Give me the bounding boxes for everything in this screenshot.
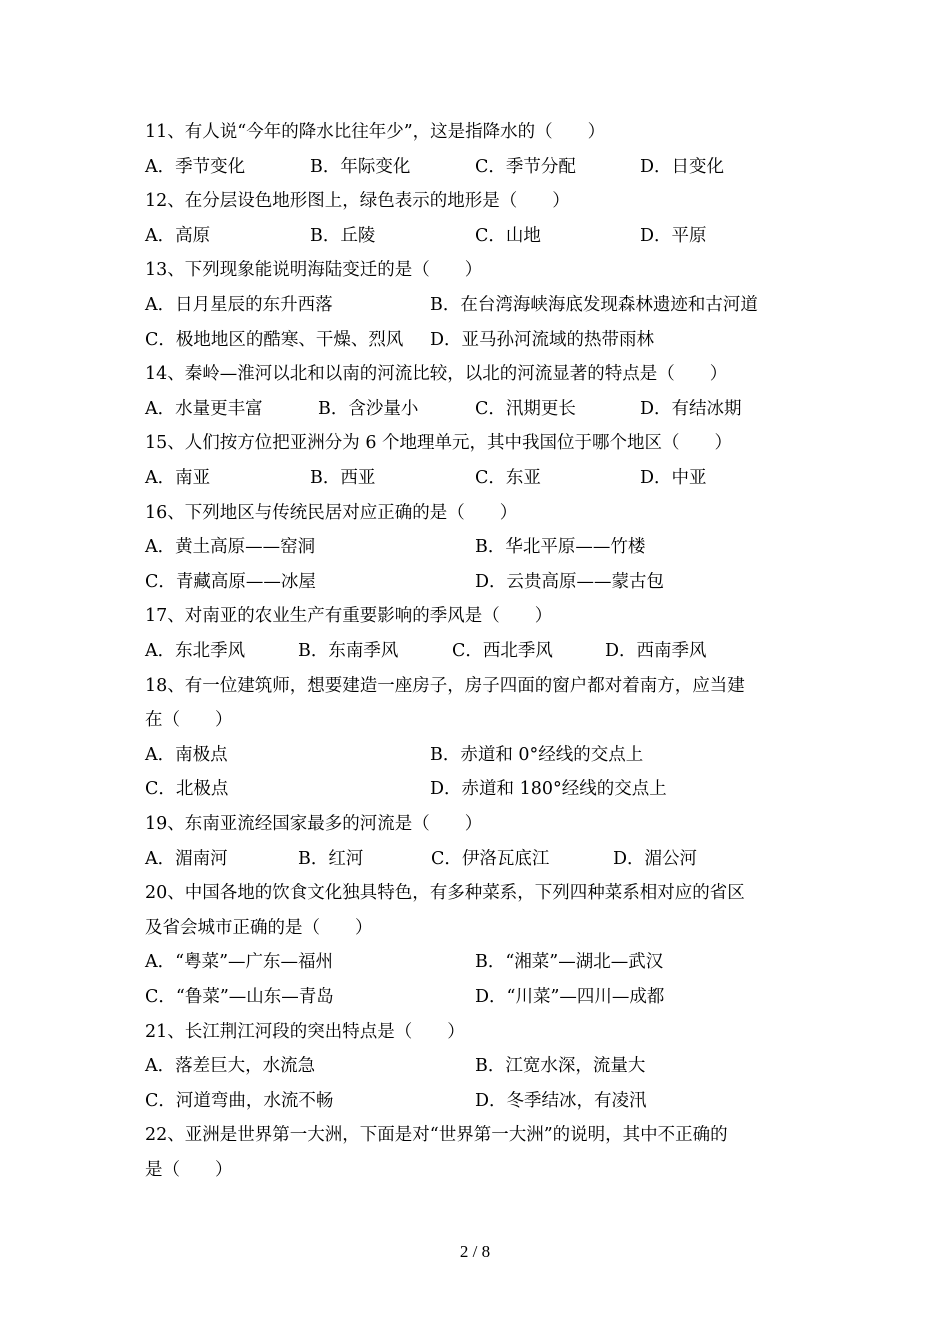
answer-option: B．在台湾海峡海底发现森林遗迹和古河道 <box>430 295 758 315</box>
answer-option: A．“粤菜”—广东—福州 <box>145 952 334 973</box>
question-stem: 11、有人说“今年的降水比往年少”，这是指降水的（ ） <box>145 122 606 142</box>
answer-option: A．湄南河 <box>145 848 228 869</box>
question-stem: 22、亚洲是世界第一大洲，下面是对“世界第一大洲”的说明，其中不正确的 <box>145 1125 728 1146</box>
answer-option: C．极地地区的酷寒、干燥、烈风 <box>145 329 404 350</box>
answer-option: D．平原 <box>640 225 707 246</box>
question-stem: 16、下列地区与传统民居对应正确的是（ ） <box>145 502 518 523</box>
answer-option: B．东南季风 <box>298 641 399 661</box>
answer-option: A．南极点 <box>145 744 228 765</box>
answer-option: C．北极点 <box>145 779 229 800</box>
question-stem: 17、对南亚的农业生产有重要影响的季风是（ ） <box>145 606 553 627</box>
answer-option: C．伊洛瓦底江 <box>431 848 550 869</box>
answer-option: A．黄土高原——窑洞 <box>145 537 316 558</box>
question-stem: 20、中国各地的饮食文化独具特色，有多种菜系，下列四种菜系相对应的省区 <box>145 883 745 904</box>
answer-option: A．落差巨大，水流急 <box>145 1056 316 1077</box>
answer-option: D．亚马孙河流域的热带雨林 <box>430 329 655 350</box>
answer-option: D．西南季风 <box>605 641 707 661</box>
question-stem: 及省会城市正确的是（ ） <box>145 917 373 938</box>
answer-option: A．水量更丰富 <box>145 398 263 419</box>
question-stem: 在（ ） <box>145 710 233 731</box>
answer-option: C．河道弯曲，水流不畅 <box>145 1090 334 1111</box>
answer-option: C．山地 <box>475 225 541 246</box>
page-number: 2 / 8 <box>459 1242 491 1261</box>
question-stem: 12、在分层设色地形图上，绿色表示的地形是（ ） <box>145 191 570 212</box>
answer-option: B．红河 <box>298 848 364 869</box>
question-stem: 15、人们按方位把亚洲分为 6 个地理单元，其中我国位于哪个地区（ ） <box>145 433 733 454</box>
answer-option: C．西北季风 <box>452 641 553 661</box>
answer-option: D．冬季结冰，有凌汛 <box>475 1090 647 1111</box>
answer-option: D．日变化 <box>640 156 725 177</box>
answer-option: B．江宽水深，流量大 <box>475 1056 646 1077</box>
question-stem: 是（ ） <box>145 1160 233 1180</box>
answer-option: A．日月星辰的东升西落 <box>145 295 333 315</box>
answer-option: A．南亚 <box>145 468 211 488</box>
answer-option: D．“川菜”—四川—成都 <box>475 987 665 1007</box>
question-stem: 13、下列现象能说明海陆变迁的是（ ） <box>145 260 483 281</box>
question-stem: 21、长江荆江河段的突出特点是（ ） <box>145 1021 465 1042</box>
answer-option: C．汛期更长 <box>475 398 576 419</box>
answer-option: B．华北平原——竹楼 <box>475 537 646 558</box>
answer-option: D．云贵高原——蒙古包 <box>475 571 665 592</box>
answer-option: C．“鲁菜”—山东—青岛 <box>145 987 334 1007</box>
answer-option: B．“湘菜”—湖北—武汉 <box>475 952 664 973</box>
answer-option: B．年际变化 <box>310 156 411 177</box>
answer-option: D．中亚 <box>640 468 707 488</box>
question-stem: 18、有一位建筑师，想要建造一座房子，房子四面的窗户都对着南方，应当建 <box>145 675 745 696</box>
question-stem: 14、秦岭—淮河以北和以南的河流比较，以北的河流显著的特点是（ ） <box>145 364 728 385</box>
question-stem: 19、东南亚流经国家最多的河流是（ ） <box>145 814 483 834</box>
answer-option: A．东北季风 <box>145 641 246 661</box>
answer-option: A．高原 <box>145 225 211 246</box>
answer-option: A．季节变化 <box>145 156 246 177</box>
answer-option: D．湄公河 <box>613 848 698 869</box>
answer-option: B．西亚 <box>310 468 376 488</box>
answer-option: B．丘陵 <box>310 225 376 246</box>
answer-option: C．季节分配 <box>475 156 576 177</box>
answer-option: C．东亚 <box>475 468 541 488</box>
answer-option: B．赤道和 0°经线的交点上 <box>430 744 644 765</box>
answer-option: B．含沙量小 <box>318 398 419 419</box>
answer-option: D．有结冰期 <box>640 398 742 419</box>
answer-option: C．青藏高原——冰屋 <box>145 571 316 592</box>
answer-option: D．赤道和 180°经线的交点上 <box>430 779 667 800</box>
